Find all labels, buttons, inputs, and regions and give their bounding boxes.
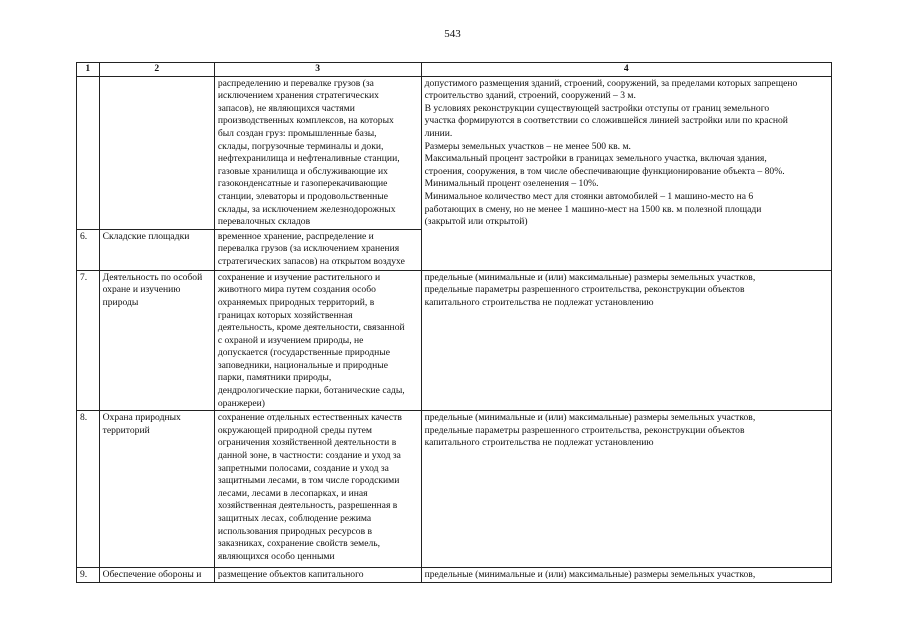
use-description-cell: сохранение и изучение растительного и животного мира путем создания особо охраняемых природных территорий, в границах которых хозяйственная деятельность, кроме деятельности, связанной с охраной и изучением природы, не допускается (государственные природные заповедники, национальные и природные парки, памятники природы, дендрологические парки, ботанические сады, оранжереи) — [214, 270, 421, 411]
table-row — [77, 270, 832, 411]
row-number-cell: 8. — [77, 411, 100, 568]
column-header: 3 — [214, 63, 421, 77]
use-name-cell: Складские площадки — [99, 229, 214, 270]
row-number-cell: 7. — [77, 270, 100, 411]
row-number-cell: 9. — [77, 568, 100, 583]
use-description-cell: распределению и перевалке грузов (за исключением хранения стратегических запасов), не являющихся частями производственных комплексов, на которых был создан груз: промышленные базы, склады, погрузочные терминалы и доки, нефтехранилища и нефтеналивные станции, газовые хранилища и обслуживающие их газоконденсатные и газоперекачивающие станции, элеваторы и продовольственные склады, за исключением железнодорожных перевалочных складов — [214, 76, 421, 229]
parameters-cell: предельные (минимальные и (или) максимальные) размеры земельных участков, предельные параметры разрешенного строительства, реконструкции объектов капитального строительства не подлежат установлению — [421, 270, 831, 411]
table-row — [77, 411, 832, 568]
use-description-cell: сохранение отдельных естественных качеств окружающей природной среды путем ограничения хозяйственной деятельности в данной зоне, в частности: создание и уход за запретными полосами, создание и уход за защитными лесами, в том числе городскими лесами, лесами в лесопарках, и иная хозяйственная деятельность, разрешенная в защитных лесах, соблюдение режима использования природных ресурсов в заказниках, сохранение свойств земель, являющихся особо ценными — [214, 411, 421, 568]
column-header: 1 — [77, 63, 100, 77]
use-name-cell: Обеспечение обороны и — [99, 568, 214, 583]
column-header: 2 — [99, 63, 214, 77]
parameters-cell: предельные (минимальные и (или) максимальные) размеры земельных участков, — [421, 568, 831, 583]
parameters-cell: допустимого размещения зданий, строений, сооружений, за пределами которых запрещено строительство зданий, строений, сооружений – 3 м. В условиях реконструкции существующей застройки отступы от границ земельного участка формируются в соответствии со сложившейся линией застройки или по красной линии. Размеры земельных участков – не менее 500 кв. м. Максимальный процент застройки в границах земельного участка, включая здания, строения, сооружения, в том числе обеспечивающие функционирование объекта – 80%. Минимальный процент озеленения – 10%. Минимальное количество мест для стоянки автомобилей – 1 машино-место на 6 работающих в смену, но не менее 1 машино-мест на 1500 кв. м полезной площади (закрытой или открытой) — [421, 76, 831, 270]
use-name-cell — [99, 76, 214, 229]
use-description-cell: временное хранение, распределение и перевалка грузов (за исключением хранения стратегических запасов) на открытом воздухе — [214, 229, 421, 270]
parameters-cell: предельные (минимальные и (или) максимальные) размеры земельных участков, предельные параметры разрешенного строительства, реконструкции объектов капитального строительства не подлежат установлению — [421, 411, 831, 568]
table-row — [77, 76, 832, 229]
table-row — [77, 568, 832, 583]
use-name-cell: Охрана природных территорий — [99, 411, 214, 568]
table-header-row — [77, 63, 832, 77]
row-number-cell — [77, 76, 100, 229]
use-name-cell: Деятельность по особой охране и изучению природы — [99, 270, 214, 411]
row-number-cell: 6. — [77, 229, 100, 270]
use-description-cell: размещение объектов капитального — [214, 568, 421, 583]
column-header: 4 — [421, 63, 831, 77]
zoning-table — [76, 62, 832, 583]
page-number: 543 — [444, 28, 461, 40]
